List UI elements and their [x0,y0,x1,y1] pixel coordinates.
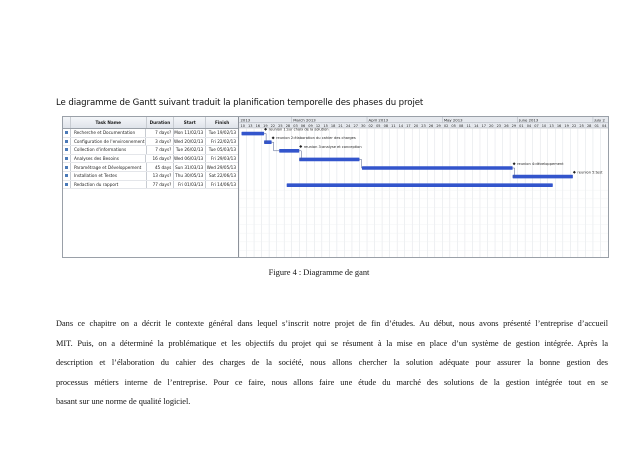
day-label: 26 [504,124,509,128]
day-label: 22 [571,124,577,128]
day-label: 17 [481,124,486,128]
day-label: 08 [383,124,389,128]
task-note-icon [65,174,68,177]
figure-caption: Figure 4 : Diagramme de gant [268,268,370,277]
task-duration: 7 days? [146,129,174,137]
day-label: 01 [519,124,524,128]
day-label: 14 [473,124,479,128]
paragraph-line: Dans ce chapitre on a décrit le contexte général dans lequel s’inscrit notre projet de fin d’études. Au début, nous avons présenté l’entreprise d’accueil [56,319,608,328]
month-label: March 2013 [293,117,316,123]
milestone-label: reunion 5:test [577,170,603,175]
day-label: 22 [270,124,276,128]
gantt-timeline-svg [239,117,608,257]
day-label: 18 [330,124,336,128]
task-finish: Fri 14/06/13 [210,181,236,187]
milestone-diamond [272,136,275,139]
day-label: 13 [549,124,554,128]
task-note-icon [65,131,68,134]
task-bar [299,158,359,162]
table-row[interactable] [63,155,238,164]
conclusion-paragraph [56,314,608,412]
day-label: 05 [451,124,456,128]
task-name: Analyses des Besoins [71,155,146,163]
task-bar [242,132,265,136]
header-start: Start [174,117,206,128]
day-label: 20 [413,124,419,128]
day-label: 11 [391,124,396,128]
intro-text: Le diagramme de Gantt suivant traduit la planification temporelle des phases du projet [56,98,424,108]
day-label: 02 [443,124,449,128]
task-start: Mon 11/02/13 [174,129,206,137]
month-label: June 2013 [519,117,539,123]
task-bar [287,183,553,187]
day-label: 10 [240,124,245,128]
month-label: July 2 [594,117,605,123]
day-label: 29 [436,124,441,128]
milestone-label: reunion 4:développement [517,162,564,166]
day-label: 17 [406,124,411,128]
task-start: Wed 06/03/13 [174,155,206,163]
day-label: 01 [594,124,599,128]
task-name: Recherche et Documentation [71,129,146,137]
row-indicator-header [63,117,71,128]
day-label: 19 [263,124,268,128]
task-bar [279,149,299,153]
month-label: May 2013 [443,117,463,123]
header-task-name: Task Name [71,117,147,128]
month-label: 2013 [240,117,251,123]
day-label: 16 [255,124,261,128]
day-label: 23 [421,124,426,128]
day-label: 09 [308,124,313,128]
task-finish: Fri 29/03/13 [210,156,237,162]
day-label: 06 [300,124,306,128]
dependency-arrow [359,159,362,168]
day-label: 05 [376,124,381,128]
header-finish: Finish [214,120,230,125]
task-note-icon [65,183,68,186]
task-name: Paramétrage et Développement [71,163,147,171]
day-label: 26 [428,124,434,128]
task-start: Wed 20/02/13 [174,138,206,146]
milestone-diamond [573,171,576,174]
gantt-table-header [63,117,238,129]
task-name: Configuration de l'environnement [71,138,146,146]
day-label: 21 [338,124,343,128]
milestone-label: reunion 1:sur choix de la solution [268,127,329,132]
day-label: 24 [345,124,351,128]
milestone-diamond [513,162,516,165]
milestone-diamond [299,145,302,148]
milestone-label: reunion 2:élaboration du cahier des charges [276,136,356,141]
gantt-task-table [63,117,239,257]
day-label: 02 [368,124,374,128]
day-label: 11 [466,124,471,128]
gantt-timeline [239,117,608,257]
table-row[interactable] [63,163,238,172]
day-label: 14 [398,124,404,128]
task-name: Installation et Testes [71,172,147,180]
task-finish: Tue 05/03/13 [208,147,236,153]
task-bar [362,166,513,170]
task-name: Redaction du rapport [71,181,147,189]
task-bar [513,175,573,179]
task-start: Thu 30/05/13 [174,172,206,180]
day-label: 10 [541,124,547,128]
paragraph-line: processus métiers interne de l’entreprise. Pour ce faire, nous allons faire une étude du marché des solutions de la gestion intégrée tout en se [56,377,608,387]
day-label: 30 [361,124,366,128]
task-note-icon [65,148,68,151]
task-duration: 77 days? [147,181,175,189]
milestone-label: reunion 3:analyse et conception [303,144,362,149]
task-duration: 13 days? [147,172,175,180]
table-row[interactable] [63,129,238,138]
day-label: 12 [315,124,321,128]
task-duration: 16 days? [146,155,174,163]
table-row[interactable] [63,138,238,147]
task-start: Sun 31/03/13 [174,163,206,171]
table-row[interactable] [63,181,238,190]
day-label: 04 [602,124,607,128]
task-duration: 7 days? [147,146,175,154]
header-duration: Duration [147,117,175,128]
day-label: 28 [285,124,291,128]
day-label: 08 [458,124,464,128]
task-finish: Wed 29/05/13 [206,164,236,170]
day-label: 19 [564,124,569,128]
table-row[interactable] [63,172,238,181]
gantt-chart [62,116,609,258]
day-label: 03 [293,124,298,128]
task-name: Collection d'informations [71,146,147,154]
task-note-icon [65,140,68,143]
paragraph-line: description et l’élaboration du cahier des charges de la société, nous allons chercher la solution adéquate pour assurer la bonne gestion des [56,358,608,368]
task-note-icon [65,157,68,160]
task-finish: Sat 22/06/13 [208,173,236,179]
day-label: 07 [534,124,539,128]
day-label: 04 [526,124,532,128]
task-note-icon [65,166,68,169]
day-label: 16 [556,124,562,128]
task-finish: Tue 19/02/13 [208,130,236,136]
day-label: 25 [278,124,283,128]
table-row[interactable] [63,146,238,155]
task-start: Fri 01/03/13 [174,181,206,189]
day-label: 28 [586,124,592,128]
day-label: 15 [323,124,328,128]
day-label: 23 [496,124,502,128]
task-start: Tue 26/02/13 [174,146,206,154]
day-label: 20 [489,124,494,128]
paragraph-line: MIT. Puis, on a déterminé la problématique et les objectifs du projet qui se résument à la mise en place d’un système de gestion intégrée. Après la [56,338,608,348]
paragraph-line: basant sur une norme de qualité logiciel. [56,397,191,407]
task-duration: 3 days? [146,138,174,146]
month-label: April 2013 [368,117,389,123]
task-finish: Fri 22/02/13 [210,138,237,144]
day-label: 25 [579,124,584,128]
dependency-arrow [272,142,280,151]
day-label: 27 [353,124,358,128]
day-label: 29 [511,124,517,128]
day-label: 13 [248,124,253,128]
task-duration: 45 days [147,163,175,171]
